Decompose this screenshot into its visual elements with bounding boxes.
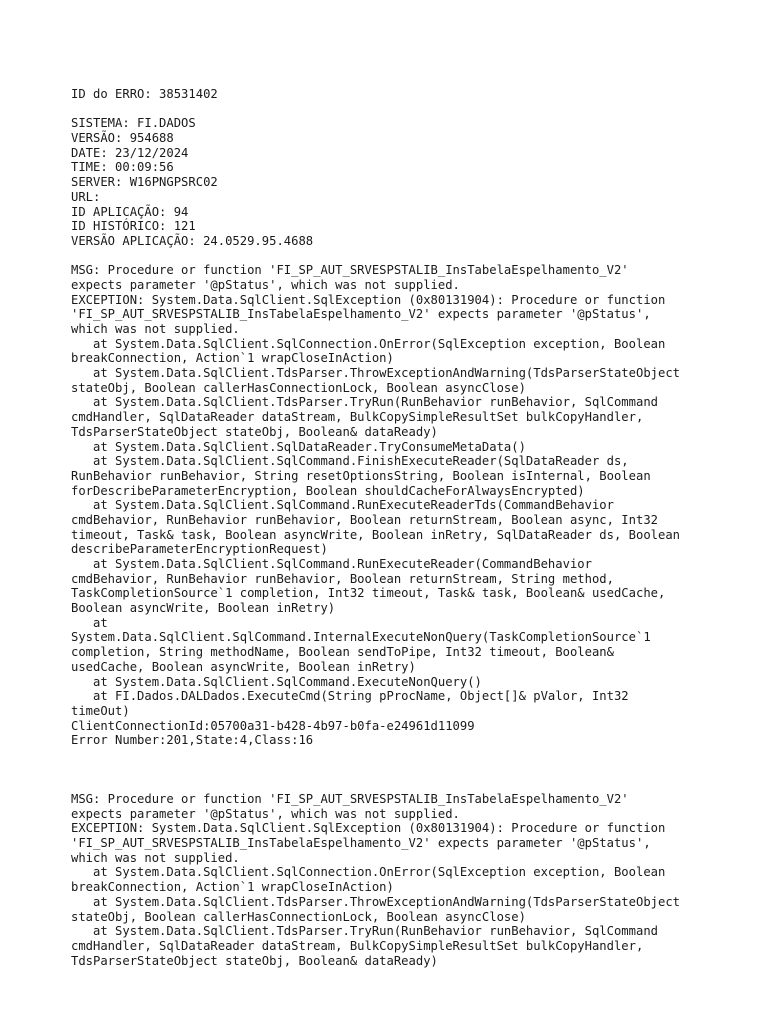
log-line: cmdBehavior, RunBehavior runBehavior, Boolean returnStream, Boolean async, Int32	[71, 512, 658, 527]
log-line: 'FI_SP_AUT_SRVESPSTALIB_InsTabelaEspelhamento_V2' expects parameter '@pStatus',	[71, 836, 651, 851]
log-line: at System.Data.SqlClient.SqlCommand.ExecuteNonQuery()	[71, 674, 482, 689]
log-line: TdsParserStateObject stateObj, Boolean& dataReady)	[71, 953, 438, 968]
spacer	[71, 249, 751, 264]
log-line: RunBehavior runBehavior, String resetOptionsString, Boolean isInternal, Boolean	[71, 468, 651, 483]
log-line: at System.Data.SqlClient.SqlCommand.RunExecuteReader(CommandBehavior	[71, 557, 592, 571]
log-line: Boolean asyncWrite, Boolean inRetry)	[71, 601, 336, 616]
log-line: describeParameterEncryptionRequest)	[71, 542, 328, 557]
log-line: at FI.Dados.DALDados.ExecuteCmd(String pProcName, Object[]& pValor, Int32	[71, 689, 629, 704]
log-line: timeOut)	[71, 703, 130, 718]
log-line: stateObj, Boolean callerHasConnectionLock, Boolean asyncClose)	[71, 909, 526, 924]
log-line: timeout, Task& task, Boolean asyncWrite, Boolean inRetry, SqlDataReader ds, Boolean	[71, 527, 681, 542]
log-line: MSG: Procedure or function 'FI_SP_AUT_SRVESPSTALIB_InsTabelaEspelhamento_V2'	[71, 263, 629, 278]
exception-block-2	[71, 792, 751, 968]
exception-block-1	[71, 263, 751, 748]
log-line: at System.Data.SqlClient.TdsParser.TryRun(RunBehavior runBehavior, SqlCommand	[71, 395, 658, 410]
log-line: System.Data.SqlClient.SqlCommand.InternalExecuteNonQuery(TaskCompletionSource`1	[71, 630, 651, 645]
log-line: at System.Data.SqlClient.TdsParser.ThrowExceptionAndWarning(TdsParserStateObject	[71, 366, 681, 381]
log-line: completion, String methodName, Boolean sendToPipe, Int32 timeout, Boolean&	[71, 645, 614, 660]
log-line: breakConnection, Action`1 wrapCloseInAction)	[71, 351, 394, 366]
log-line: at	[71, 615, 108, 630]
info-line: TIME: 00:09:56	[71, 160, 174, 175]
log-line: at System.Data.SqlClient.TdsParser.TryRun(RunBehavior runBehavior, SqlCommand	[71, 924, 658, 939]
info-line: VERSÃO APLICAÇÃO: 24.0529.95.4688	[71, 233, 314, 248]
log-line: cmdHandler, SqlDataReader dataStream, BulkCopySimpleResultSet bulkCopyHandler,	[71, 938, 644, 953]
info-line: URL:	[71, 189, 101, 204]
log-line: cmdBehavior, RunBehavior runBehavior, Boolean returnStream, String method,	[71, 571, 614, 586]
log-line: at System.Data.SqlClient.SqlDataReader.TryConsumeMetaData()	[71, 439, 526, 454]
info-line: SISTEMA: FI.DADOS	[71, 116, 196, 131]
log-line: stateObj, Boolean callerHasConnectionLock, Boolean asyncClose)	[71, 380, 526, 395]
log-line: expects parameter '@pStatus', which was not supplied.	[71, 277, 460, 292]
info-line: ID APLICAÇÃO: 94	[71, 204, 189, 219]
log-line: TdsParserStateObject stateObj, Boolean& dataReady)	[71, 424, 438, 439]
log-line: which was not supplied.	[71, 322, 240, 336]
log-line: ClientConnectionId:05700a31-b428-4b97-b0fa-e24961d11099	[71, 718, 475, 733]
log-line: usedCache, Boolean asyncWrite, Boolean inRetry)	[71, 659, 416, 674]
log-line: cmdHandler, SqlDataReader dataStream, BulkCopySimpleResultSet bulkCopyHandler,	[71, 410, 644, 425]
error-log-document	[71, 87, 751, 968]
info-line: ID HISTÓRICO: 121	[71, 219, 196, 234]
error-id-line: ID do ERRO: 38531402	[71, 87, 218, 101]
log-line: at System.Data.SqlClient.SqlCommand.RunExecuteReaderTds(CommandBehavior	[71, 498, 614, 513]
log-line: at System.Data.SqlClient.SqlCommand.FinishExecuteReader(SqlDataReader ds,	[71, 454, 629, 469]
log-line: EXCEPTION: System.Data.SqlClient.SqlException (0x80131904): Procedure or function	[71, 292, 666, 307]
log-line: at System.Data.SqlClient.SqlConnection.OnError(SqlException exception, Boolean	[71, 336, 666, 351]
log-line: MSG: Procedure or function 'FI_SP_AUT_SRVESPSTALIB_InsTabelaEspelhamento_V2'	[71, 792, 629, 806]
spacer	[71, 102, 751, 117]
log-line: which was not supplied.	[71, 850, 240, 865]
info-line: DATE: 23/12/2024	[71, 145, 189, 160]
log-line: TaskCompletionSource`1 completion, Int32 timeout, Task& task, Boolean& usedCache,	[71, 586, 666, 601]
log-line: forDescribeParameterEncryption, Boolean shouldCacheForAlwaysEncrypted)	[71, 483, 585, 498]
log-line: at System.Data.SqlClient.SqlConnection.OnError(SqlException exception, Boolean	[71, 865, 666, 880]
log-line: 'FI_SP_AUT_SRVESPSTALIB_InsTabelaEspelhamento_V2' expects parameter '@pStatus',	[71, 307, 651, 322]
info-line: VERSÃO: 954688	[71, 131, 174, 146]
log-line: breakConnection, Action`1 wrapCloseInAction)	[71, 880, 394, 895]
spacer	[71, 763, 751, 778]
log-line: Error Number:201,State:4,Class:16	[71, 733, 314, 748]
system-info-block	[71, 116, 751, 248]
log-line: at System.Data.SqlClient.TdsParser.ThrowExceptionAndWarning(TdsParserStateObject	[71, 894, 681, 909]
spacer	[71, 748, 751, 763]
info-line: SERVER: W16PNGPSRC02	[71, 175, 218, 190]
log-line: expects parameter '@pStatus', which was not supplied.	[71, 806, 460, 821]
spacer	[71, 777, 751, 792]
log-line: EXCEPTION: System.Data.SqlClient.SqlException (0x80131904): Procedure or function	[71, 821, 666, 836]
